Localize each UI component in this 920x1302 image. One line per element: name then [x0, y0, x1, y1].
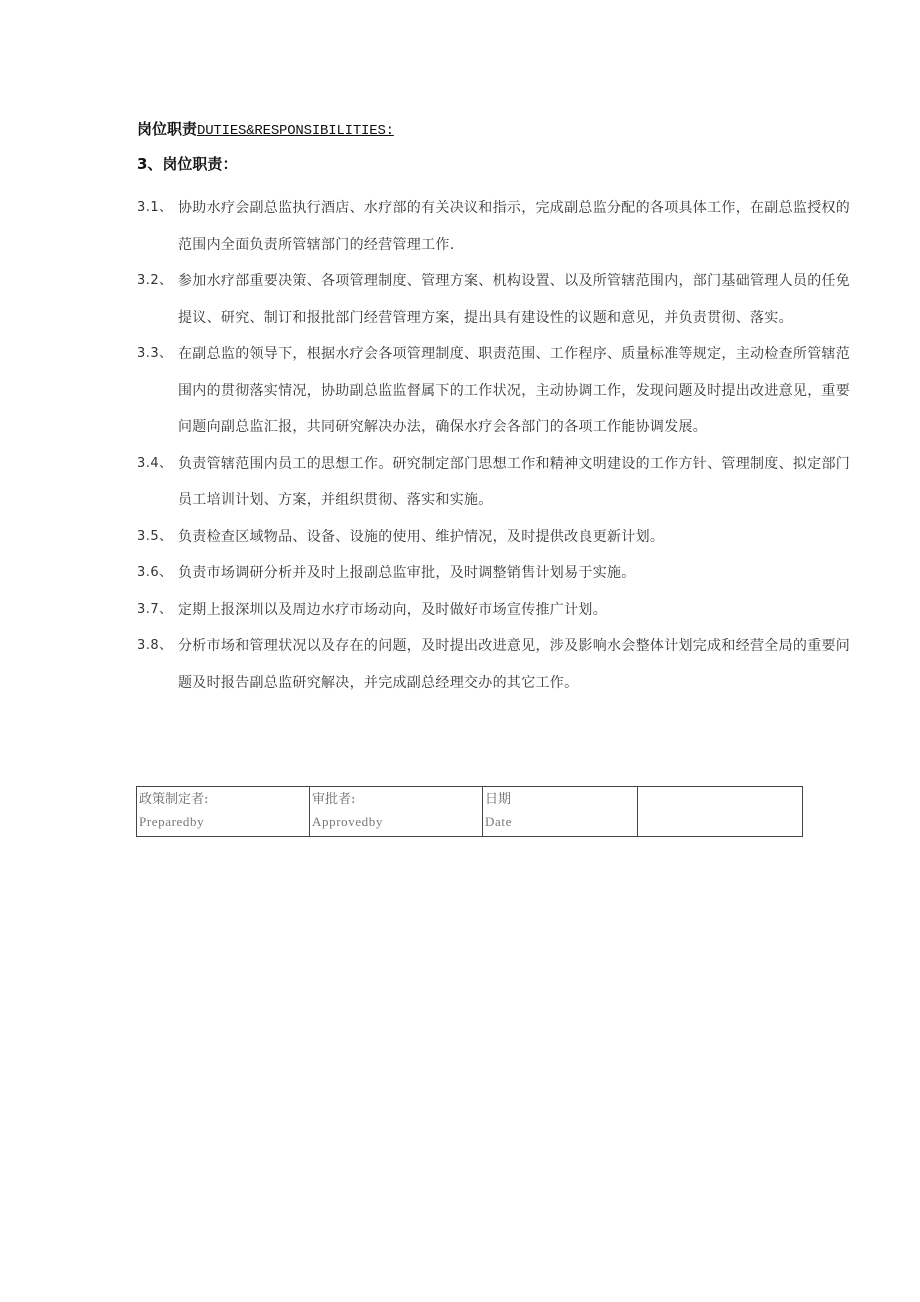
duty-text: 在副总监的领导下，根据水疗会各项管理制度、职责范围、工作程序、质量标准等规定，主动检查所管辖范围内的贯彻落实情况，协助副总监监督属下的工作状况，主动协调工作，发现问题及时提出改进意见，重要问题向副总监汇报，共同研究解决办法，确保水疗会各部门的各项工作能协调发展。 — [178, 346, 851, 435]
prepared-by-cell — [137, 787, 310, 837]
approved-by-cell — [310, 787, 483, 837]
duty-item — [137, 628, 862, 701]
duty-item — [137, 446, 862, 519]
signature-table — [136, 786, 803, 837]
duty-number: 3.1、 — [137, 200, 173, 215]
date-value-cell — [638, 787, 803, 837]
duties-heading-en: DUTIES&RESPONSIBILITIES: — [197, 123, 394, 139]
duty-text: 协助水疗会副总监执行酒店、水疗部的有关决议和指示，完成副总监分配的各项具体工作，在副总监授权的范围内全面负责所管辖部门的经营管理工作. — [178, 200, 851, 253]
approved-by-label-en: Approvedby — [312, 814, 383, 829]
duty-text: 负责管辖范围内员工的思想工作。研究制定部门思想工作和精神文明建设的工作方针、管理制度、拟定部门员工培训计划、方案，并组织贯彻、落实和实施。 — [178, 455, 851, 508]
duty-number: 3.7、 — [137, 601, 173, 617]
duty-number: 3.8、 — [137, 638, 173, 653]
duty-number: 3.5、 — [137, 528, 173, 544]
duty-item — [137, 190, 862, 263]
duty-number: 3.6、 — [137, 565, 173, 580]
duty-number: 3.2、 — [137, 273, 173, 288]
duty-text: 参加水疗部重要决策、各项管理制度、管理方案、机构设置、以及所管辖范围内，部门基础管理人员的任免提议、研究、制订和报批部门经营管理方案，提出具有建设性的议题和意见，并负责贯彻、落实。 — [178, 273, 851, 326]
prepared-by-label-en: Preparedby — [139, 814, 205, 829]
section-title: 3、岗位职责： — [137, 155, 238, 173]
prepared-by-label-cn: 政策制定者: — [139, 792, 209, 807]
duty-item — [137, 592, 862, 629]
duty-number: 3.4、 — [137, 455, 173, 471]
duty-number: 3.3、 — [137, 346, 173, 361]
date-label-en: Date — [485, 814, 512, 829]
duty-item — [137, 519, 862, 556]
duty-text: 负责市场调研分析并及时上报副总监审批，及时调整销售计划易于实施。 — [178, 565, 636, 581]
duties-heading-cn: 岗位职责 — [137, 120, 198, 138]
date-label-cn: 日期 — [485, 792, 512, 807]
duties-heading — [137, 118, 394, 142]
duty-item — [137, 555, 862, 592]
duty-text: 分析市场和管理状况以及存在的问题，及时提出改进意见，涉及影响水会整体计划完成和经营全局的重要问题及时报告副总监研究解决，并完成副总经理交办的其它工作。 — [178, 638, 851, 691]
date-cell — [483, 787, 638, 837]
duty-text: 负责检查区域物品、设备、设施的使用、维护情况，及时提供改良更新计划。 — [178, 528, 665, 545]
duty-item — [137, 263, 862, 336]
approved-by-label-cn: 审批者: — [312, 792, 356, 807]
duties-list — [137, 190, 862, 701]
duty-text: 定期上报深圳以及周边水疗市场动向，及时做好市场宣传推广计划。 — [178, 601, 607, 618]
duty-item — [137, 336, 862, 446]
